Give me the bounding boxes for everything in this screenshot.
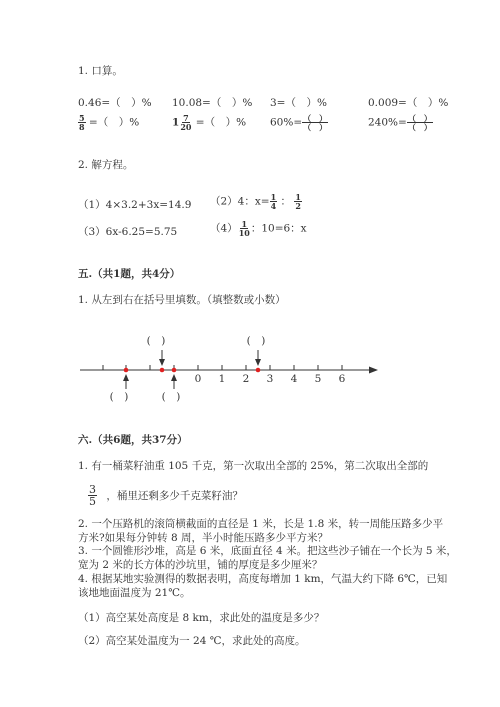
fraction: $\frac{( )}{( )}$ bbox=[407, 113, 432, 132]
section-5-heading: 五.（共1题，共4分） bbox=[78, 268, 181, 280]
equation-2: （2）4：x= $\frac{1}{4}$ ： $\frac{1}{2}$ bbox=[210, 192, 301, 211]
section-6-q1-line1: 1. 有一桶菜籽油重 105 千克，第一次取出全部的 25%，第二次取出全部的 bbox=[78, 460, 429, 472]
arrow-down-icon bbox=[255, 359, 261, 366]
q1-item-8: 240%= $\frac{( )}{( )}$ bbox=[368, 113, 432, 132]
tick-label: 5 bbox=[314, 373, 322, 385]
point-marker bbox=[256, 368, 261, 373]
section-6-q1-line2: $\frac{3}{5}$ ，桶里还剩多少千克菜籽油？ bbox=[89, 483, 243, 508]
section-6-q4-line2: 该地地面温度为 21℃。 bbox=[78, 587, 191, 599]
tick-label: 4 bbox=[290, 373, 298, 385]
tick-marks bbox=[103, 365, 342, 370]
q1-item-4: 0.009=（ ）% bbox=[368, 97, 449, 109]
blank-bottom-1[interactable]: ( ) bbox=[109, 391, 129, 403]
equation-4: （4） $\frac{1}{10}$ ：10=6：x bbox=[210, 219, 307, 238]
section-6-q4-line1: 4. 根据某地实验测得的数据表明，高度每增加 1 km，气温大约下降 6℃，已知 bbox=[78, 573, 448, 585]
q1-item-2: 10.08=（ ）% bbox=[172, 97, 253, 109]
blank-top-1[interactable]: ( ) bbox=[146, 335, 166, 347]
q2-title: 2. 解方程。 bbox=[78, 159, 134, 171]
point-marker bbox=[124, 368, 129, 373]
arrow-up-icon bbox=[123, 374, 129, 381]
q1-item-5: $\frac{5}{8}$ =（ ）% bbox=[79, 113, 140, 132]
arrow-up-icon bbox=[171, 374, 177, 381]
fraction: $\frac{7}{20}$ bbox=[180, 113, 192, 132]
section-6-q3-line2: 宽为 2 米的长方体的沙坑里，铺的厚度是多少厘米？ bbox=[78, 559, 323, 571]
arrow-down-icon bbox=[159, 359, 165, 366]
section-6-q4-sub1: （1）高空某处高度是 8 km，求此处的温度是多少？ bbox=[78, 612, 325, 624]
fraction: $\frac{1}{2}$ bbox=[295, 192, 301, 211]
point-marker bbox=[172, 368, 177, 373]
q1-title: 1. 口算。 bbox=[78, 65, 123, 77]
tick-label: 3 bbox=[266, 373, 274, 385]
tick-label: 1 bbox=[218, 373, 226, 385]
arrow-right-icon bbox=[369, 367, 378, 374]
tick-label: 6 bbox=[338, 373, 346, 385]
q1-item-1: 0.46=（ ）% bbox=[78, 97, 152, 109]
section-5-question-1: 1. 从左到右在括号里填数。（填整数或小数） bbox=[78, 294, 286, 306]
tick-label: 0 bbox=[194, 373, 202, 385]
section-6-q2-line1: 2. 一个压路机的滚筒横截面的直径是 1 米，长是 1.8 米，转一周能压路多少平 bbox=[78, 518, 444, 530]
number-line bbox=[0, 320, 500, 410]
section-6-q2-line2: 方米?如果每分钟转 8 周，半小时能压路多少平方米？ bbox=[78, 532, 328, 544]
blank-bottom-2[interactable]: ( ) bbox=[161, 391, 181, 403]
fraction: $\frac{1}{10}$ bbox=[238, 219, 250, 238]
fraction: $\frac{3}{5}$ bbox=[89, 483, 96, 508]
q1-item-7: 60%= $\frac{( )}{( )}$ bbox=[270, 113, 328, 132]
equation-1: （1）4×3.2+3x=14.9 bbox=[78, 199, 192, 211]
q1-item-3: 3=（ ）% bbox=[270, 97, 327, 109]
tick-label: 2 bbox=[242, 373, 250, 385]
section-6-q3-line1: 3. 一个圆锥形沙堆，高是 6 米，底面直径 4 米。把这些沙子铺在一个长为 5 米， bbox=[78, 545, 457, 557]
section-6-heading: 六.（共6题，共37分） bbox=[78, 434, 188, 446]
fraction: $\frac{5}{8}$ bbox=[79, 113, 85, 132]
equation-3: （3）6x-6.25=5.75 bbox=[78, 226, 178, 238]
point-marker bbox=[160, 368, 165, 373]
section-6-q4-sub2: （2）高空某处温度为一 24 ℃，求此处的高度。 bbox=[78, 635, 306, 647]
down-arrows bbox=[159, 350, 261, 366]
fraction: $\frac{1}{4}$ bbox=[270, 192, 277, 211]
up-arrows bbox=[123, 374, 177, 389]
q1-item-6: 1 $\frac{7}{20}$ =（ ）% bbox=[172, 113, 247, 132]
blank-top-2[interactable]: ( ) bbox=[246, 335, 266, 347]
fraction: $\frac{( )}{( )}$ bbox=[303, 113, 328, 132]
